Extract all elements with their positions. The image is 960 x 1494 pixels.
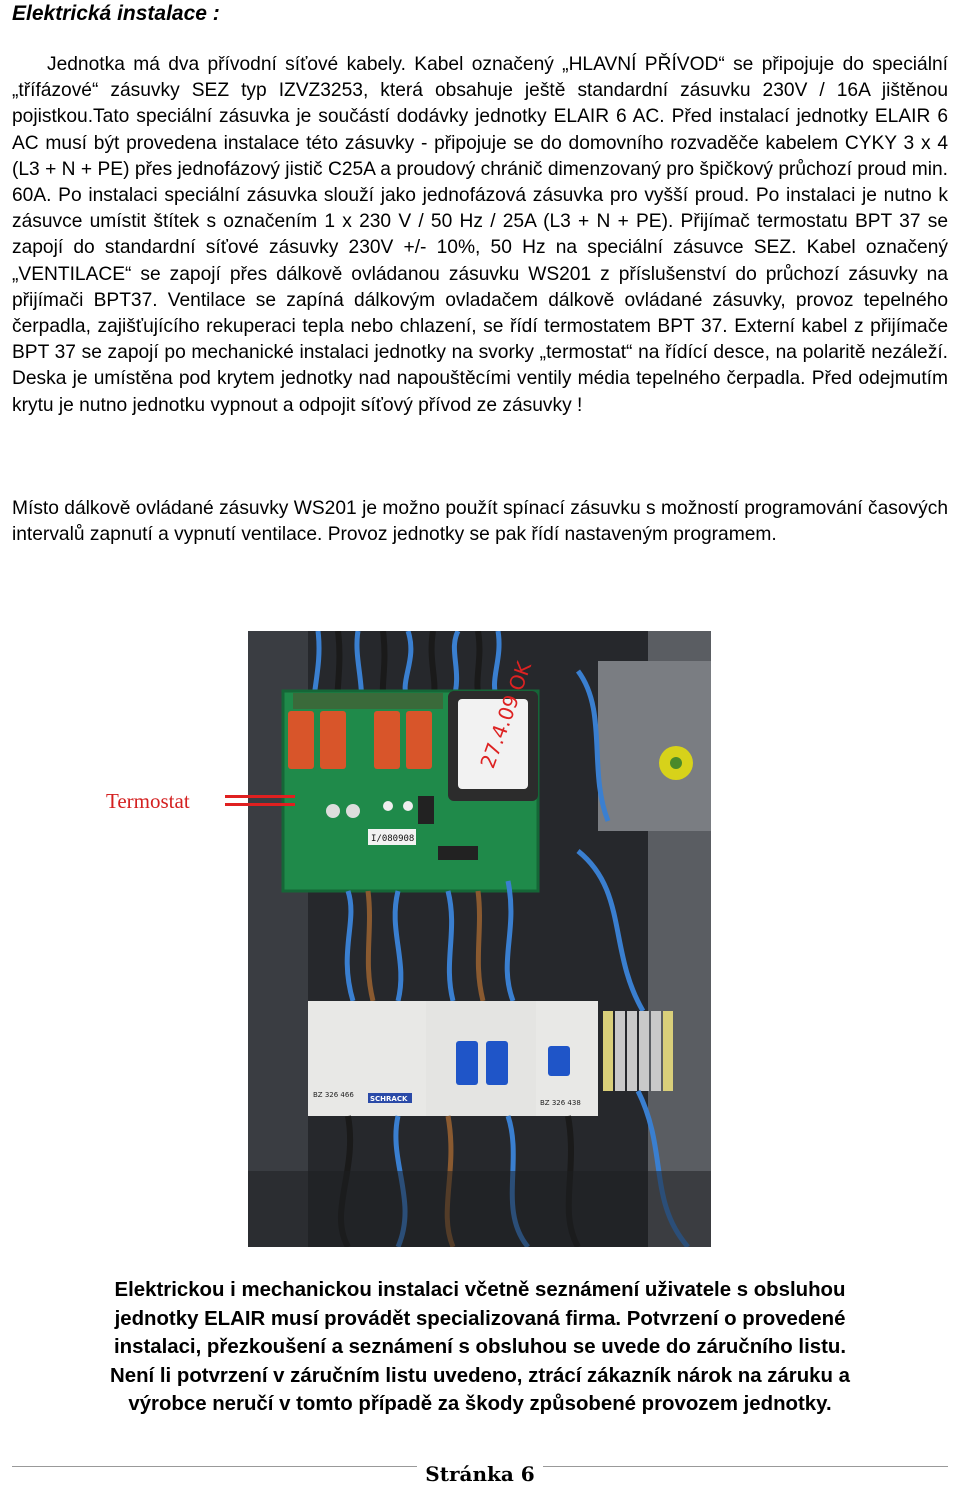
breaker-right-code: BZ 326 438: [540, 1099, 581, 1107]
notice-line: Elektrickou i mechanickou instalaci včetně seznámení uživatele s obsluhou: [114, 1279, 846, 1301]
thermostat-callout-label: Termostat: [106, 789, 190, 813]
notice-line: jednotky ELAIR musí provádět specializovaná firma. Potvrzení o provedené: [114, 1307, 846, 1330]
notice-line: výrobce neručí v tomto případě za škody způsobené provozem jednotky.: [128, 1393, 832, 1416]
body-paragraph-alternative: Místo dálkově ovládané zásuvky WS201 je možno použít spínací zásuvku s možností programování časových intervalů zapnutí a vypnutí ventilace. Provoz jednotky se pak řídí nastaveným programem.: [12, 498, 948, 546]
breaker-left-code: BZ 326 466: [313, 1091, 354, 1099]
board-label: I/080908: [371, 834, 415, 844]
page-number-label: Stránka 6: [417, 1462, 542, 1486]
body-paragraph-installation: Jednotka má dva přívodní síťové kabely. Kabel označený „HLAVNÍ PŘÍVOD“ se připojuje do speciální „třífázové“ zásuvky SEZ typ IZVZ3253, která obsahuje ještě standardní zásuvku 230V / 16A jištěnou pojistkou.Tato speciální zásuvka je součástí dodávky jednotky ELAIR 6 AC. Před instalací jednotky ELAIR 6 AC musí být provedena instalace této zásuvky - připojuje se do domovního rozvaděče kabelem CYKY 3 x 4 (L3 + N + PE) přes jednofázový jistič C25A a proudový chránič dimenzovaný pro špičkový průchozí proud min. 60A. Po instalaci speciální zásuvka slouží jako jednofázová zásuvka pro vyšší proud. Po instalaci je nutno k zásuvce umístit štítek s označením 1 x 230 V / 50 Hz / 25A (L3 + N + PE). Přijímač termostatu BPT 37 se zapojí do standardní síťové zásuvky 230V +/- 10%, 50 Hz na speciální zásuvce SEZ. Kabel označený „VENTILACE“ se zapojí přes dálkově ovládanou zásuvku WS201 z příslušenství do průchozí zásuvky na přijímači BPT37. Ventilace se zapíná dálkovým ovladačem dálkově ovládané zásuvky, provoz tepelného čerpadla, zajišťujícího rekuperaci tepla nebo chlazení, se řídí termostatem BPT 37. Externí kabel z přijímače BPT 37 se zapojí po mechanické instalaci jednotky na svorky „termostat“ na řídící desce, na polaritě nezáleží. Deska je umístěna pod krytem jednotky nad napouštěcími ventily média tepelného čerpadla. Před odejmutím krytu je nutno jednotku vypnout a odpojit síťový přívod ze zásuvky !: [12, 54, 948, 416]
installation-photo: [248, 631, 711, 1247]
breaker-brand: SCHRACK: [370, 1095, 408, 1103]
handwritten-note: 27.4.09 OK: [475, 658, 537, 772]
notice-line: Není li potvrzení v záručním listu uvedeno, ztrácí zákazník nárok na záruku a: [110, 1364, 850, 1387]
callout-line-bottom: [225, 803, 295, 806]
installation-notice: [10, 1276, 950, 1419]
notice-line: instalaci, přezkoušení a seznámení s obsluhou se uvede do záručního listu.: [114, 1336, 846, 1359]
callout-line-top: [225, 795, 295, 798]
section-heading: Elektrická instalace :: [12, 2, 220, 25]
page-number: [0, 1462, 960, 1486]
